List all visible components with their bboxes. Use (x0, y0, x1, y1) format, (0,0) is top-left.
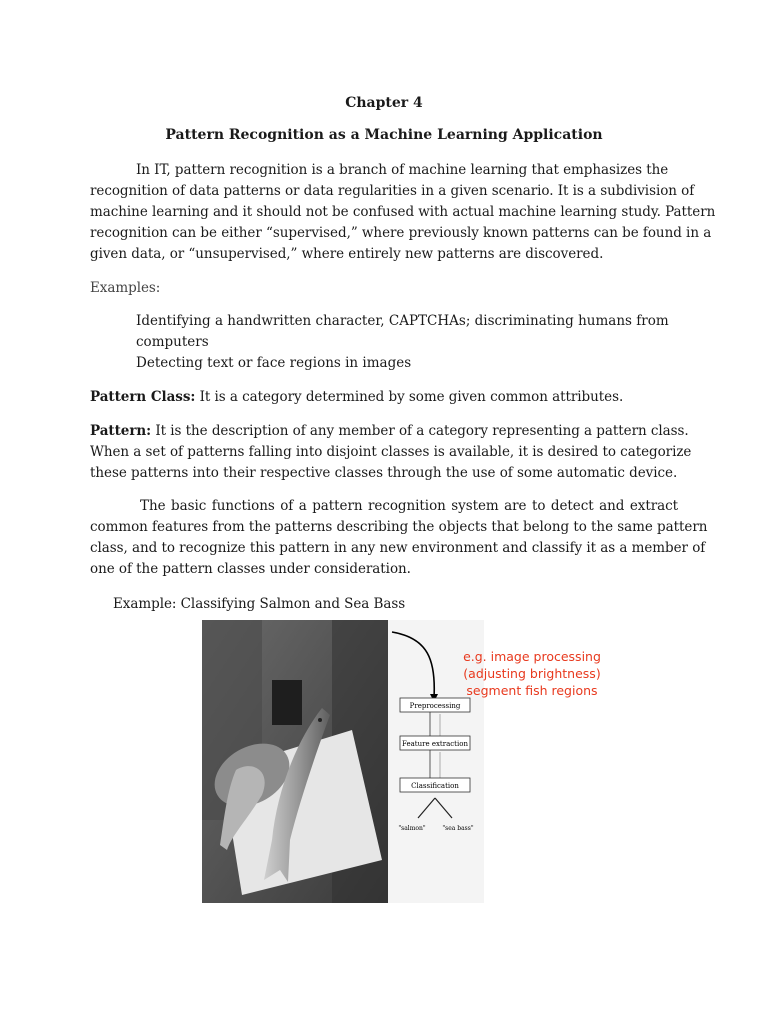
note-line: (adjusting brightness) (463, 666, 601, 681)
fish-photo (202, 620, 388, 903)
feature-extraction-label: Feature extraction (402, 740, 468, 748)
functions-line: The basic functions of a pattern recognition system are to detect and extract (140, 498, 678, 514)
image-processing-note (462, 648, 602, 699)
chapter-title: Pattern Recognition as a Machine Learning Application (165, 127, 603, 143)
intro-line: given data, or “unsupervised,” where entirely new patterns are discovered. (90, 246, 604, 262)
intro-paragraph (90, 160, 716, 265)
salmon-output: "salmon" (398, 825, 426, 832)
functions-line: common features from the patterns describing the objects that belong to the same pattern (90, 519, 708, 535)
classification-label: Classification (411, 782, 459, 790)
salmon-seabass-figure (202, 620, 484, 903)
intro-line: recognition can be either “supervised,” where previously known patterns can be found in a (90, 225, 712, 241)
figure-caption: Example: Classifying Salmon and Sea Bass (113, 596, 406, 612)
chapter-label: Chapter 4 (345, 95, 423, 111)
examples-label: Examples: (90, 280, 161, 296)
pattern-line: When a set of patterns falling into disjoint classes is available, it is desired to categorize (90, 444, 692, 460)
intro-line: machine learning and it should not be confused with actual machine learning study. Pattern (90, 204, 716, 220)
preprocessing-label: Preprocessing (409, 702, 461, 710)
pattern-term: Pattern: (90, 423, 152, 439)
note-line: segment fish regions (466, 683, 598, 698)
functions-paragraph (90, 496, 708, 580)
intro-line: recognition of data patterns or data regularities in a given scenario. It is a subdivision of (90, 183, 695, 199)
functions-line: class, and to recognize this pattern in any new environment and classify it as a member of (90, 540, 706, 556)
examples-list (136, 311, 669, 374)
example-item: Identifying a handwritten character, CAPTCHAs; discriminating humans from (136, 313, 669, 329)
note-line: e.g. image processing (463, 649, 601, 664)
pattern-line: these patterns into their respective classes through the use of some automatic device. (90, 465, 678, 481)
example-item: computers (136, 334, 209, 350)
pattern-class-definition (90, 387, 678, 408)
sea-bass-output: "sea bass" (442, 825, 474, 832)
functions-line: one of the pattern classes under consideration. (90, 561, 411, 577)
example-item: Detecting text or face regions in images (136, 355, 412, 371)
pattern-definition (90, 421, 692, 484)
pattern-class-text: It is a category determined by some given common attributes. (195, 389, 624, 405)
pattern-class-term: Pattern Class: (90, 389, 196, 405)
pattern-text: It is the description of any member of a category representing a pattern class. (151, 423, 689, 439)
intro-line: In IT, pattern recognition is a branch of machine learning that emphasizes the (136, 162, 669, 178)
